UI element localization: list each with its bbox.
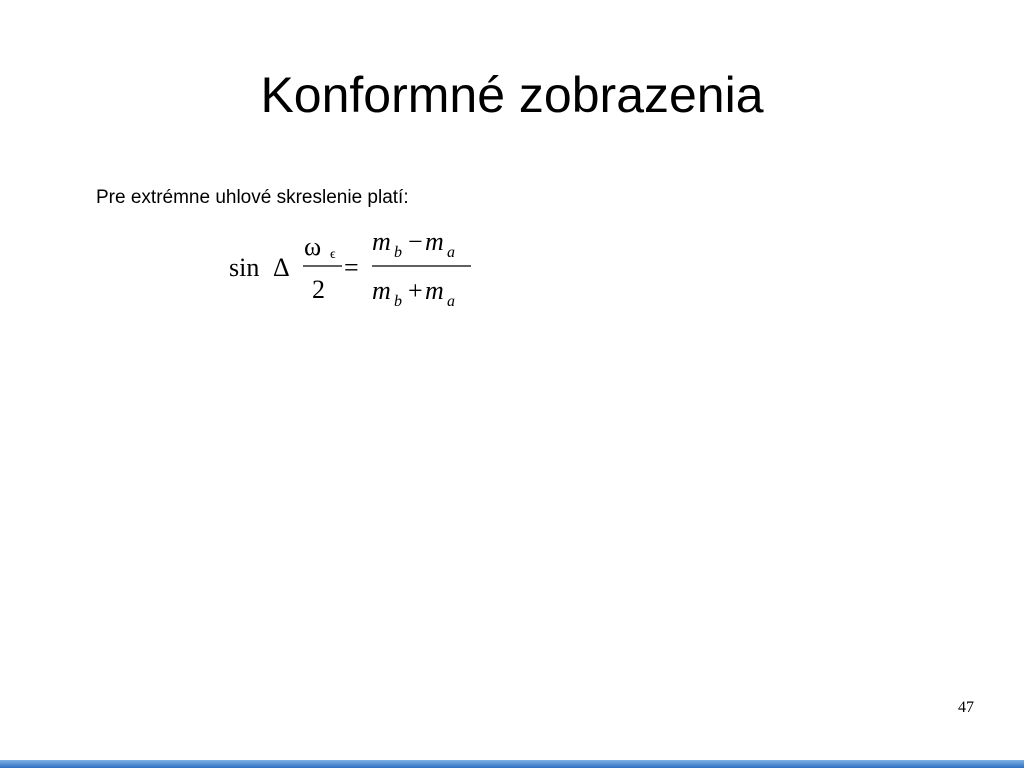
accent-bar-fill [0, 760, 1024, 768]
formula-sub-a-num: a [447, 244, 455, 261]
formula-m-b-den: m [372, 276, 391, 305]
formula-omega-subscript: ϵ [330, 247, 336, 262]
formula-m-a-den: m [425, 276, 444, 305]
formula-equals: = [344, 253, 359, 282]
formula-sin: sin [229, 253, 260, 282]
formula-graphic [226, 226, 482, 316]
formula-two: 2 [312, 275, 325, 304]
formula-plus: + [408, 276, 423, 305]
formula [226, 226, 482, 316]
page-number: 47 [958, 699, 974, 716]
body-text: Pre extrémne uhlové skreslenie platí: [96, 187, 409, 208]
formula-minus: − [408, 227, 423, 256]
formula-sub-b-den: b [394, 293, 402, 310]
formula-m-a-num: m [425, 227, 444, 256]
formula-delta: Δ [273, 253, 290, 282]
formula-omega: ω [304, 232, 322, 261]
formula-sub-a-den: a [447, 293, 455, 310]
formula-sub-b-num: b [394, 244, 402, 261]
accent-bar [0, 760, 1024, 768]
formula-m-b-num: m [372, 227, 391, 256]
slide-title: Konformné zobrazenia [260, 67, 764, 123]
